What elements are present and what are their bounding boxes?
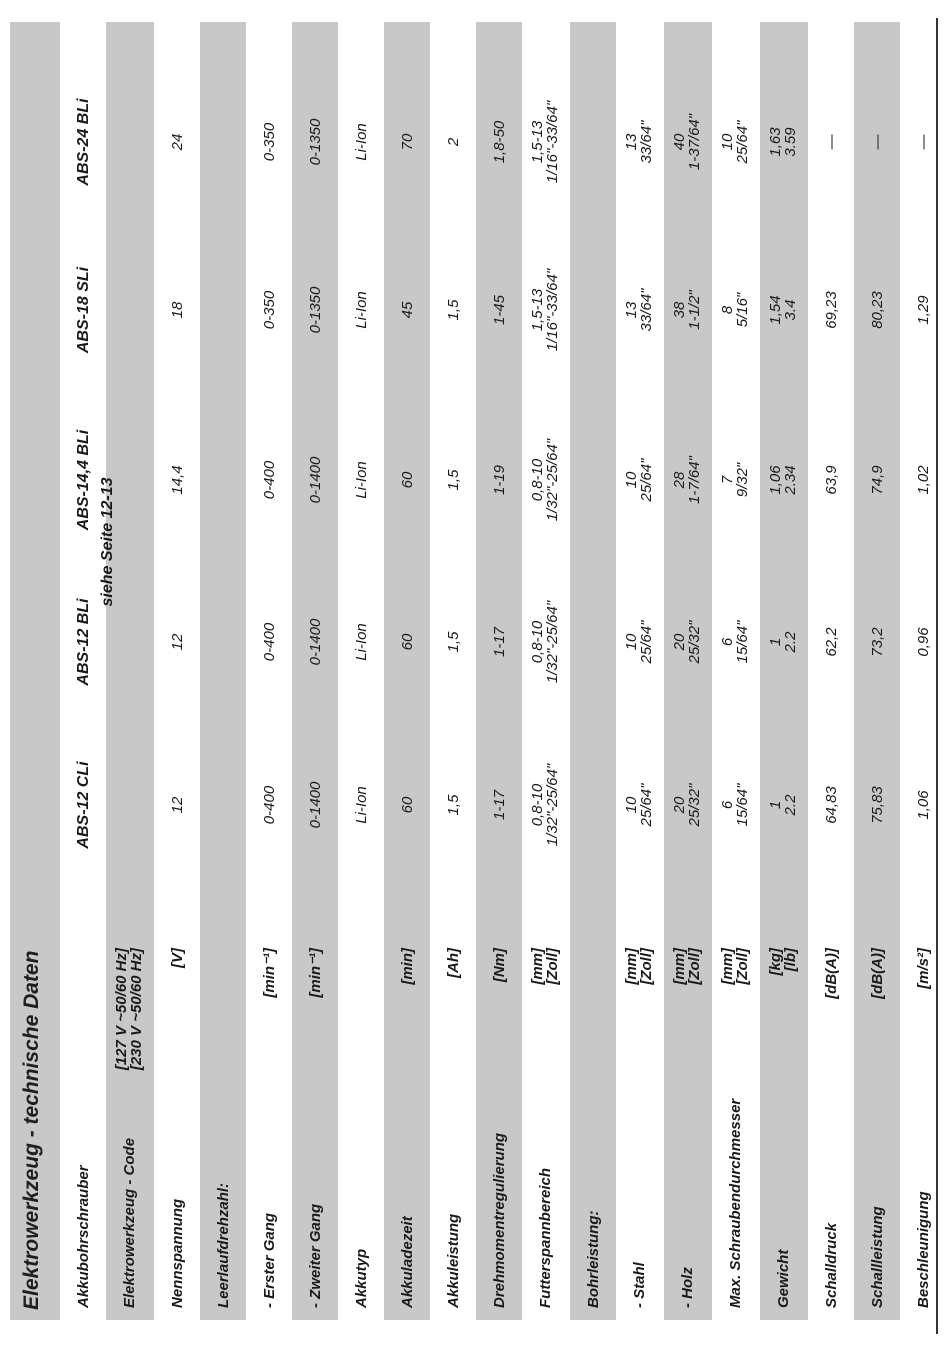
- row-value: 38 1-1/2": [671, 290, 703, 330]
- row-value: 75,83: [869, 786, 886, 824]
- row-unit: [Nm]: [491, 948, 508, 983]
- row-value: 1,63 3.59: [767, 127, 799, 157]
- row-label: Schalldruck: [823, 1222, 840, 1308]
- row-value: 0-400: [261, 622, 278, 662]
- row-value: 60: [399, 633, 416, 651]
- row-value: 0-1400: [307, 618, 324, 666]
- row-value: 1,5: [445, 469, 462, 491]
- row-value: 12: [169, 796, 186, 814]
- row-value: 6 15/64": [719, 620, 751, 664]
- row-value: 1,06: [915, 790, 932, 820]
- row-value: 1-19: [491, 464, 508, 496]
- row-unit: [Ah]: [445, 948, 462, 978]
- row-unit: [m/s²]: [915, 948, 932, 989]
- row-value: 0-350: [261, 122, 278, 162]
- row-unit: [min⁻¹]: [307, 948, 324, 998]
- row-label: Akkutyp: [353, 1248, 370, 1308]
- model-header-1: ABS-12 BLi: [75, 598, 92, 686]
- row-value: 1,29: [915, 295, 932, 325]
- row-value: 74,9: [869, 465, 886, 495]
- row-value: 0,96: [915, 627, 932, 657]
- row-value: 60: [399, 471, 416, 489]
- row-value: 0-400: [261, 785, 278, 825]
- row-value: 0,8-10 1/32"-25/64": [529, 600, 561, 684]
- bottom-rule: [936, 18, 938, 1334]
- row-label: - Erster Gang: [261, 1212, 278, 1308]
- row-value: 1-45: [491, 294, 508, 326]
- row-value: 13 33/64": [623, 120, 655, 164]
- row-value: Li-Ion: [353, 623, 370, 661]
- row-value: Li-Ion: [353, 123, 370, 161]
- row-value: 1,8-50: [491, 120, 508, 164]
- row-unit: [mm] [Zoll]: [623, 948, 655, 985]
- row-value: 1,5: [445, 631, 462, 653]
- row-value: 64,83: [823, 786, 840, 824]
- row-value: 0-1400: [307, 781, 324, 829]
- row-value: 14,4: [169, 465, 186, 495]
- model-header-3: ABS-18 SLi: [75, 266, 92, 354]
- row-value: 80,23: [869, 291, 886, 329]
- row-value: 62,2: [823, 627, 840, 657]
- row-label: Akkuladezeit: [399, 1216, 416, 1308]
- row-value: 1,54 3.4: [767, 295, 799, 325]
- row-label: Leerlaufdrehzahl:: [215, 1182, 232, 1308]
- row-value: 73,2: [869, 627, 886, 657]
- row-span-note: siehe Seite 12-13: [99, 477, 116, 607]
- row-value: —: [869, 134, 886, 150]
- row-value: 1 2.2: [767, 794, 799, 816]
- row-unit: [V]: [169, 948, 186, 968]
- model-header-0: ABS-12 CLi: [75, 761, 92, 849]
- row-unit: [dB(A)]: [823, 948, 840, 999]
- row-value: 24: [169, 133, 186, 151]
- row-label: Bohrleistung:: [585, 1210, 602, 1308]
- title-band: [10, 22, 60, 1320]
- row-value: 1-17: [491, 626, 508, 658]
- row-value: 10 25/64": [719, 120, 751, 164]
- row-value: 1 2.2: [767, 631, 799, 653]
- row-value: 1,5: [445, 299, 462, 321]
- row-unit: [mm] [Zoll]: [529, 948, 561, 985]
- row-value: 45: [399, 301, 416, 319]
- row-label: Schallleistung: [869, 1206, 886, 1308]
- row-value: Li-Ion: [353, 786, 370, 824]
- spec-table: [10, 22, 946, 1320]
- row-label: Max. Schraubendurchmesser: [727, 1098, 744, 1308]
- model-header-2: ABS-14,4 BLi: [75, 429, 92, 531]
- row-label: Gewicht: [775, 1249, 792, 1308]
- row-value: 1,06 2.34: [767, 465, 799, 495]
- row-value: 18: [169, 301, 186, 319]
- row-value: 1-17: [491, 789, 508, 821]
- row-unit: [min⁻¹]: [261, 948, 278, 998]
- row-value: 10 25/64": [623, 783, 655, 827]
- row-value: 28 1-7/64": [671, 456, 703, 504]
- row-value: 20 25/32": [671, 783, 703, 827]
- row-value: 1,5: [445, 794, 462, 816]
- row-value: 7 9/32": [719, 462, 751, 498]
- row-value: 0-1350: [307, 118, 324, 166]
- row-unit: [mm] [Zoll]: [719, 948, 751, 985]
- row-value: 8 5/16": [719, 292, 751, 328]
- row-unit: [kg] [lb]: [767, 948, 799, 976]
- row-value: 60: [399, 796, 416, 814]
- row-label: Akkuleistung: [445, 1213, 462, 1308]
- row-value: —: [823, 134, 840, 150]
- row-unit: [dB(A)]: [869, 948, 886, 999]
- row-value: 1,5-13 1/16"-33/64": [529, 268, 561, 352]
- row-value: Li-Ion: [353, 291, 370, 329]
- row-value: 0-350: [261, 290, 278, 330]
- row-value: 0-1350: [307, 286, 324, 334]
- row-label: - Holz: [679, 1267, 696, 1308]
- row-value: 10 25/64": [623, 620, 655, 664]
- row-value: 0,8-10 1/32"-25/64": [529, 438, 561, 522]
- model-header-4: ABS-24 BLi: [75, 98, 92, 186]
- row-label: Beschleunigung: [915, 1191, 932, 1308]
- row-value: 69,23: [823, 291, 840, 329]
- row-unit: [min]: [399, 948, 416, 985]
- row-value: 40 1-37/64": [671, 113, 703, 171]
- row-value: 1,02: [915, 465, 932, 495]
- row-label: Nennspannung: [169, 1198, 186, 1308]
- row-value: 2: [445, 137, 462, 147]
- row-unit: [mm] [Zoll]: [671, 948, 703, 985]
- row-value: 12: [169, 633, 186, 651]
- row-label: Elektrowerkzeug - Code: [121, 1137, 138, 1308]
- page-title: Elektrowerkzeug - technische Daten: [20, 950, 43, 1310]
- row-value: Li-Ion: [353, 461, 370, 499]
- header-label: Akkubohrschrauber: [75, 1165, 92, 1308]
- row-value: 10 25/64": [623, 458, 655, 502]
- row-label: Drehmomentregulierung: [491, 1132, 508, 1308]
- row-label: - Zweiter Gang: [307, 1203, 324, 1308]
- row-value: 63,9: [823, 465, 840, 495]
- row-value: 0-400: [261, 460, 278, 500]
- row-value: 0,8-10 1/32"-25/64": [529, 763, 561, 847]
- row-value: —: [915, 134, 932, 150]
- row-label: Futterspannbereich: [537, 1167, 554, 1308]
- row-stripe: [570, 22, 616, 1320]
- row-unit: [127 V ~50/60 Hz] [230 V ~50/60 Hz]: [113, 948, 145, 1071]
- row-value: 70: [399, 133, 416, 151]
- row-label: - Stahl: [631, 1262, 648, 1308]
- row-stripe: [200, 22, 246, 1320]
- row-value: 20 25/32": [671, 620, 703, 664]
- row-value: 0-1400: [307, 456, 324, 504]
- row-value: 1,5-13 1/16"-33/64": [529, 100, 561, 184]
- row-value: 6 15/64": [719, 783, 751, 827]
- row-value: 13 33/64": [623, 288, 655, 332]
